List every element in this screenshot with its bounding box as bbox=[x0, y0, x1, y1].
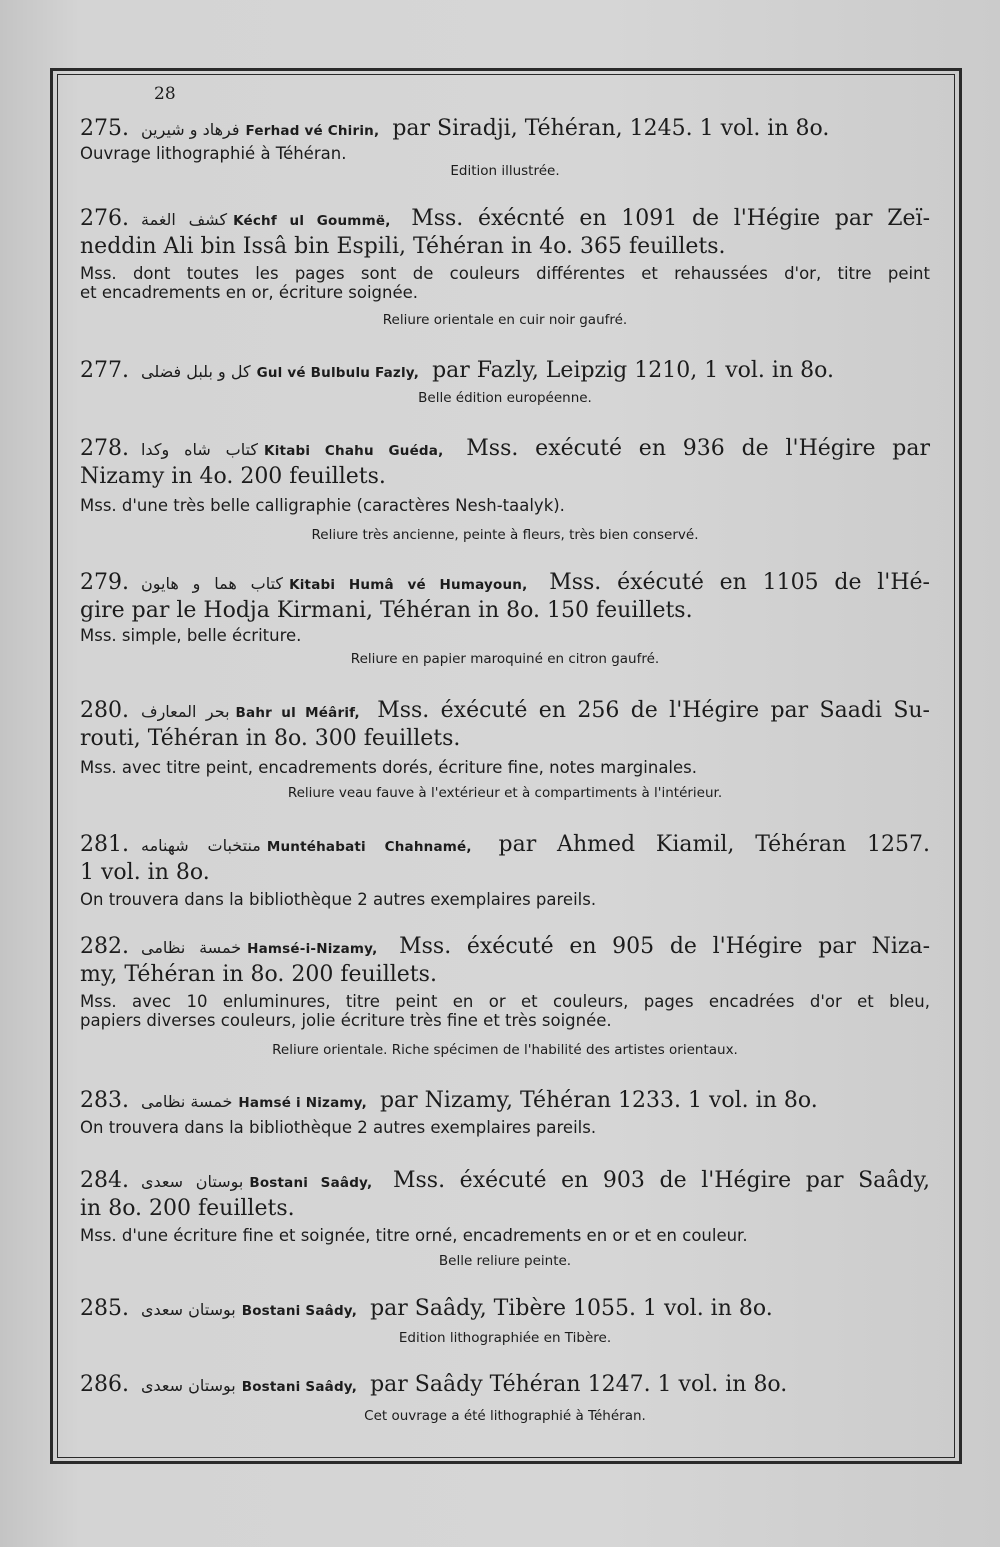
arabic-title: فرهاد و شيرين bbox=[140, 120, 240, 139]
catalog-entry-283 bbox=[80, 1088, 930, 1137]
catalog-entry-282 bbox=[80, 934, 930, 1058]
entry-note: Mss. avec titre peint, encadrements dorés, écriture fine, notes marginales. bbox=[80, 758, 698, 777]
entry-text-line2: 1 vol. in 8o. bbox=[80, 860, 210, 885]
entry-text-line1: Mss. éxécuté en 905 de l'Hégire par Niza- bbox=[399, 934, 931, 959]
entry-text-line1: par Nizamy, Téhéran 1233. 1 vol. in 8o. bbox=[379, 1088, 818, 1113]
entry-note: Mss. d'une écriture fine et soignée, titre orné, encadrements en or et en couleur. bbox=[80, 1226, 748, 1245]
catalog-entry-285 bbox=[80, 1296, 930, 1346]
entry-title: Bahr ul Méârif, bbox=[235, 705, 360, 721]
entry-number: 280. bbox=[80, 698, 129, 723]
entry-binding: Cet ouvrage a été lithographié à Téhéran. bbox=[364, 1408, 646, 1424]
entry-binding: Reliure orientale en cuir noir gaufré. bbox=[382, 312, 628, 328]
arabic-title: خمسة نظامى bbox=[140, 938, 242, 957]
entry-note: et encadrements en or, écriture soignée. bbox=[80, 283, 419, 302]
entry-number: 277. bbox=[80, 358, 129, 383]
entry-number: 279. bbox=[80, 570, 129, 595]
entry-binding: Reliure en papier maroquiné en citron gaufré. bbox=[350, 651, 660, 667]
catalog-entry-284 bbox=[80, 1168, 930, 1269]
entry-text-line1: Mss. éxécnté en 1091 de l'Hégiɪe par Zeï- bbox=[411, 206, 931, 231]
catalog-entry-276 bbox=[80, 206, 930, 328]
entry-number: 284. bbox=[80, 1168, 129, 1193]
entry-number: 283. bbox=[80, 1088, 129, 1113]
entry-note: Ouvrage lithographié à Téhéran. bbox=[80, 144, 347, 163]
arabic-title: كل و بلبل فضلى bbox=[140, 362, 251, 381]
arabic-title: بوستان سعدى bbox=[140, 1300, 236, 1319]
entry-binding: Belle reliure peinte. bbox=[438, 1253, 572, 1269]
entry-binding: Reliure veau fauve à l'extérieur et à compartiments à l'intérieur. bbox=[287, 785, 723, 801]
entry-title: Gul vé Bulbulu Fazly, bbox=[256, 365, 420, 381]
entry-binding: Edition illustrée. bbox=[450, 163, 560, 179]
entry-note: Mss. simple, belle écriture. bbox=[80, 626, 302, 645]
entry-text-line2: in 8o. 200 feuillets. bbox=[80, 1196, 295, 1221]
arabic-title: كتاب هما و هايون bbox=[140, 574, 284, 593]
entry-note: On trouvera dans la bibliothèque 2 autres exemplaires pareils. bbox=[80, 890, 597, 909]
page-number: 28 bbox=[154, 84, 176, 104]
entry-title: Bostani Saâdy, bbox=[249, 1175, 373, 1191]
entry-title: Kitabi Chahu Guéda, bbox=[264, 443, 444, 459]
entry-binding: Reliure orientale. Riche spécimen de l'habilité des artistes orientaux. bbox=[272, 1042, 738, 1058]
entry-text-line1: Mss. exécuté en 936 de l'Hégire par bbox=[466, 436, 930, 461]
arabic-title: كتاب شاه وكدا bbox=[140, 440, 259, 459]
arabic-title: بحر المعارف bbox=[140, 702, 230, 721]
arabic-title: كشف الغمة bbox=[140, 210, 228, 229]
entry-binding: Edition lithographiée en Tibère. bbox=[398, 1330, 612, 1346]
entry-number: 286. bbox=[80, 1372, 129, 1397]
entry-title: Kitabi Humâ vé Humayoun, bbox=[289, 577, 528, 593]
arabic-title: خمسة نظامى bbox=[140, 1092, 233, 1111]
entry-text-line1: Mss. éxécuté en 903 de l'Hégire par Saâdy, bbox=[392, 1168, 930, 1193]
entry-number: 278. bbox=[80, 436, 129, 461]
entry-title: Kéchf ul Goummë, bbox=[233, 213, 391, 229]
entry-binding: Belle édition européenne. bbox=[418, 390, 592, 406]
entry-note: papiers diverses couleurs, jolie écriture très fine et très soignée. bbox=[80, 1011, 612, 1030]
catalog-entry-281 bbox=[80, 832, 930, 909]
entry-text-line1: par Fazly, Leipzig 1210, 1 vol. in 8o. bbox=[432, 358, 834, 383]
catalog-entry-278 bbox=[80, 436, 930, 543]
entry-text-line1: par Saâdy Téhéran 1247. 1 vol. in 8o. bbox=[370, 1372, 788, 1397]
entry-text-line2: neddin Ali bin Issâ bin Espili, Téhéran in 4o. 365 feuillets. bbox=[80, 234, 726, 259]
entry-title: Bostani Saâdy, bbox=[241, 1303, 358, 1319]
entry-note: On trouvera dans la bibliothèque 2 autres exemplaires pareils. bbox=[80, 1118, 597, 1137]
entry-title: Bostani Saâdy, bbox=[241, 1379, 358, 1395]
entry-title: Hamsé-i-Nizamy, bbox=[247, 941, 378, 957]
arabic-title: منتخبات شهنامه bbox=[140, 836, 261, 855]
entry-text-line1: par Siradji, Téhéran, 1245. 1 vol. in 8o. bbox=[392, 116, 830, 141]
entry-text-line1: par Saâdy, Tibère 1055. 1 vol. in 8o. bbox=[370, 1296, 773, 1321]
entry-note: Mss. d'une très belle calligraphie (caractères Nesh-taalyk). bbox=[80, 496, 565, 515]
entry-title: Muntéhabati Chahnamé, bbox=[266, 839, 472, 855]
entry-number: 276. bbox=[80, 206, 129, 231]
entry-title: Ferhad vé Chirin, bbox=[245, 123, 380, 139]
entry-text-line1: par Ahmed Kiamil, Téhéran 1257. bbox=[498, 832, 930, 857]
catalog-entry-286 bbox=[80, 1372, 930, 1424]
entry-text-line2: routi, Téhéran in 8o. 300 feuillets. bbox=[80, 726, 461, 751]
arabic-title: بوستان سعدى bbox=[140, 1376, 236, 1395]
entry-note: Mss. dont toutes les pages sont de couleurs différentes et rehaussées d'or, titre peint bbox=[80, 264, 930, 283]
entry-text-line1: Mss. éxécuté en 1105 de l'Hé- bbox=[549, 570, 930, 595]
entry-text-line2: gire par le Hodja Kirmani, Téhéran in 8o. 150 feuillets. bbox=[80, 598, 693, 623]
catalog-entry-277 bbox=[80, 358, 930, 406]
entry-number: 285. bbox=[80, 1296, 129, 1321]
entry-title: Hamsé i Nizamy, bbox=[238, 1095, 367, 1111]
catalog-entry-275 bbox=[80, 116, 930, 179]
catalog-entry-279 bbox=[80, 570, 930, 667]
entry-number: 282. bbox=[80, 934, 129, 959]
entry-number: 281. bbox=[80, 832, 129, 857]
catalog-entry-280 bbox=[80, 698, 930, 801]
arabic-title: بوستان سعدى bbox=[140, 1172, 244, 1191]
entry-note: Mss. avec 10 enluminures, titre peint en or et couleurs, pages encadrées d'or et bleu, bbox=[80, 992, 930, 1011]
entry-text-line2: Nizamy in 4o. 200 feuillets. bbox=[80, 464, 386, 489]
entry-binding: Reliure très ancienne, peinte à fleurs, très bien conservé. bbox=[311, 527, 699, 543]
entry-text-line1: Mss. éxécuté en 256 de l'Hégire par Saadi Su- bbox=[377, 698, 930, 723]
entry-text-line2: my, Téhéran in 8o. 200 feuillets. bbox=[80, 962, 437, 987]
entry-number: 275. bbox=[80, 116, 129, 141]
